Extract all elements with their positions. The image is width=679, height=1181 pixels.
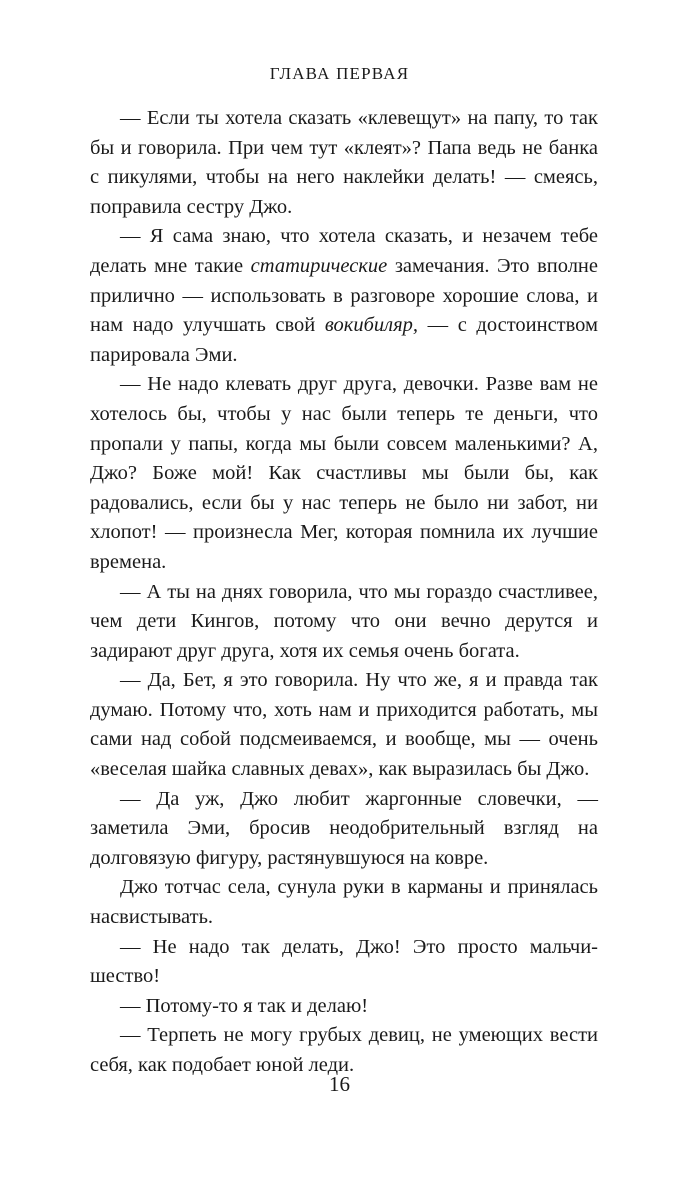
text-run: — Не надо клевать друг друга, девочки. Разве вам не хотелось бы, чтобы у нас были теперь те деньги, что пропали у папы, когда мы были совсем маленькими? А, Джо? Боже мой! Как счастливы мы были бы, как радовались, если бы у нас теперь не было ни забот, ни хлопот! — произнесла Мег, которая помнила их лучшие времена. <box>90 373 598 573</box>
paragraph <box>90 785 598 874</box>
body-text <box>90 104 598 1081</box>
text-run: — Терпеть не могу грубых девиц, не умеющих вести себя, как подобает юной леди. <box>90 1024 598 1076</box>
text-run: — Я сама знаю, что хотела сказать, и незачем тебе делать мне такие <box>90 225 598 277</box>
paragraph <box>90 666 598 784</box>
text-run: — Если ты хотела сказать «клевещут» на папу, то так бы и говорила. При чем тут «клеят»? Папа ведь не банка с пикулями, чтобы на него наклейки делать! — смеясь, поправила сестру Джо. <box>90 107 598 218</box>
text-run: Джо тотчас села, сунула руки в карманы и принялась насвистывать. <box>90 876 598 929</box>
page-number: 16 <box>329 1072 350 1096</box>
paragraph <box>90 222 598 370</box>
running-head: ГЛАВА ПЕРВАЯ <box>269 64 410 83</box>
text-run: — с достоинством парировала Эми. <box>90 314 599 366</box>
text-run: — Да, Бет, я это говорила. Ну что же, я и правда так думаю. Потому что, хоть нам и приходится работать, мы сами над собой подсмеиваемся, и вообще, мы — очень «веселая шайка славных девах», как выразилась бы Джо. <box>90 669 598 781</box>
text-run: — Да уж, Джо любит жаргонные словечки, — заметила Эми, бросив неодобрительный взгляд на долговязую фигуру, растянувшуюся на ковре. <box>90 787 598 869</box>
paragraph <box>90 933 598 992</box>
paragraph <box>90 370 598 577</box>
text-run: — Не надо так делать, Джо! Это просто мальчишество! <box>90 935 598 988</box>
text-run: — А ты на днях говорила, что мы гораздо счастливее, чем дети Кингов, потому что они вечно дерутся и задирают друг друга, хотя их семья очень богата. <box>90 580 598 662</box>
paragraph <box>90 873 598 932</box>
paragraph <box>90 578 598 667</box>
text-run: замечания. Это вполне прилично — использовать в разговоре хорошие слова, и нам надо улучшать свой <box>90 254 598 337</box>
paragraph <box>90 104 598 222</box>
paragraph <box>90 992 598 1022</box>
italic-text: вокибиляр, <box>324 314 418 337</box>
text-run: — Потому-то я так и делаю! <box>120 994 369 1017</box>
italic-text: статирические <box>250 254 388 277</box>
